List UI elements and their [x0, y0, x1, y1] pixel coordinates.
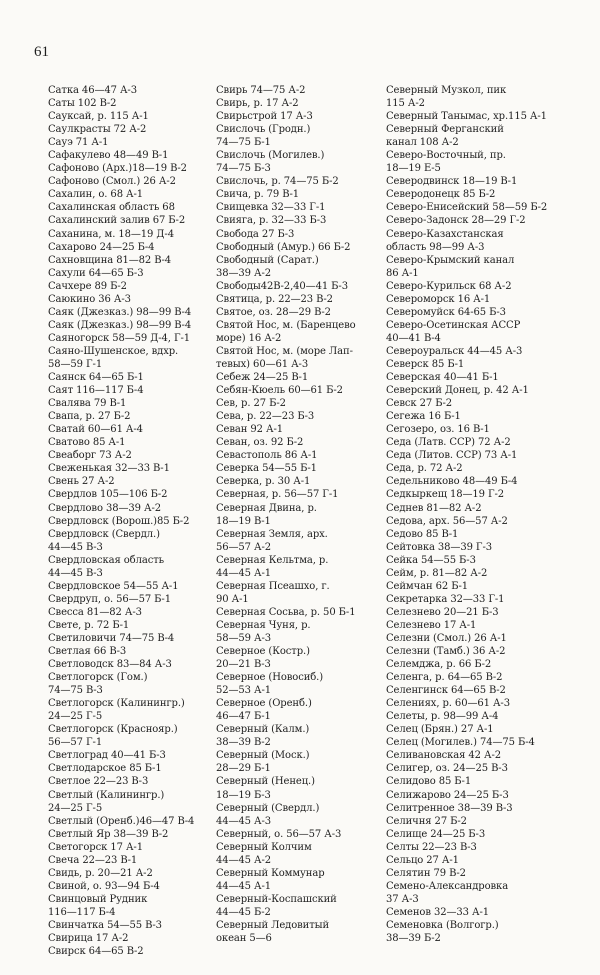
index-column-1 — [48, 84, 208, 958]
index-entry-line: Севск 27 Б-2 — [386, 398, 453, 410]
index-entry-line: Северо-Восточный, пр. — [386, 150, 506, 162]
index-entry-line: Седа, р. 72 А-2 — [386, 463, 463, 475]
index-entry-line: Северный Танымас, хр.115 А-1 — [386, 111, 547, 123]
index-entry-line: Седкыркещ 18—19 Г-2 — [386, 489, 505, 501]
index-entry-line: Сачхере 89 Б-2 — [48, 280, 127, 292]
index-entry-line: Селезни (Тамб.) 36 А-2 — [386, 646, 506, 658]
index-entry-line: Северный Музкол, пик — [386, 85, 507, 96]
index-entry-line: канал 108 А-2 — [386, 137, 459, 149]
index-entry-line: Сельцо 27 А-1 — [386, 854, 459, 866]
index-entry-line: Северный (Калм.) — [216, 724, 310, 736]
index-entry-line: Сахновщина 81—82 В-4 — [48, 254, 172, 266]
index-entry-line: Сафоново (Смол.) 26 А-2 — [48, 176, 176, 188]
index-entry-line: 24—25 Г-5 — [48, 711, 103, 723]
index-entry-line: Свердлово 38—39 А-2 — [48, 502, 162, 514]
index-entry-line: 74—75 В-3 — [48, 685, 103, 697]
index-entry-line: Северный Коммунар — [216, 867, 325, 879]
index-entry-line: Светиловичи 74—75 В-4 — [48, 632, 175, 644]
index-entry-line: Свердловск (Ворош.)85 Б-2 — [48, 515, 190, 527]
index-entry-line: Светлогорск (Краснояр.) — [48, 724, 178, 736]
index-entry-line: Севастополь 86 А-1 — [216, 450, 318, 462]
index-entry-line: Северный (Ненец.) — [216, 776, 315, 788]
index-entry-line: Свердловское 54—55 А-1 — [48, 580, 179, 592]
index-entry-line: Себян-Кюель 60—61 Б-2 — [216, 385, 343, 397]
index-entry-line: Семенов 32—33 А-1 — [386, 906, 490, 918]
index-entry-line: Светлая 66 В-3 — [48, 646, 127, 658]
index-entry-line: Сафоново (Арх.)18—19 В-2 — [48, 163, 187, 175]
index-entry-line: Северная Чуня, р. — [216, 619, 311, 631]
index-entry-line: Свидь, р. 20—21 А-2 — [48, 867, 153, 879]
index-entry-line: Свердловская область — [48, 554, 164, 566]
index-entry-line: Седнев 81—82 А-2 — [386, 502, 482, 514]
index-entry-line: Северодвинск 18—19 В-1 — [386, 176, 518, 188]
index-entry-line: Светогорск 17 А-1 — [48, 841, 143, 853]
index-entry-line: область 98—99 А-3 — [386, 241, 485, 253]
index-entry-line: Светлый (Калинингр.) — [48, 789, 165, 801]
index-entry-line: 52—53 А-1 — [216, 685, 272, 697]
index-entry-line: Саханина, м. 18—19 Д-4 — [48, 228, 174, 240]
index-entry-line: Северный Ферганский — [386, 124, 504, 136]
index-entry-line: Светлоград 40—41 Б-3 — [48, 750, 166, 762]
index-entry-line: Сахалинская область 68 — [48, 202, 175, 214]
index-entry-line: Северный Ледовитый — [216, 920, 330, 931]
index-entry-line: Седова, арх. 56—57 А-2 — [386, 515, 508, 527]
index-entry-line: 58—59 А-3 — [216, 632, 272, 644]
index-entry-line: Саулкрасты 72 А-2 — [48, 124, 147, 136]
index-entry-line: Седово 85 В-1 — [386, 528, 459, 540]
index-entry-line: 38—39 В-2 — [216, 737, 271, 749]
index-entry-line: Северо-Осетинская АССР — [386, 319, 521, 331]
index-entry-line: Селениях, р. 60—61 А-3 — [386, 698, 510, 710]
index-entry-line: Свирь, р. 17 А-2 — [216, 98, 299, 110]
index-entry-line: 44—45 А-1 — [216, 880, 272, 892]
index-entry-line: Свирица 17 А-2 — [48, 933, 129, 945]
index-entry-line: Святица, р. 22—23 В-2 — [216, 293, 333, 305]
index-entry-line: Североморск 16 А-1 — [386, 293, 491, 305]
index-entry-line: Североуральск 44—45 А-3 — [386, 345, 523, 357]
index-entry-line: Северка 54—55 Б-1 — [216, 463, 317, 475]
index-entry-line: 74—75 Б-3 — [216, 163, 271, 175]
index-entry-line: Северская 40—41 Б-1 — [386, 372, 499, 384]
index-entry-line: Сахарово 24—25 Б-4 — [48, 241, 155, 253]
index-entry-line: Селигер, оз. 24—25 В-3 — [386, 763, 508, 775]
index-entry-line: Саюкино 36 А-3 — [48, 293, 131, 305]
index-entry-line: Селичня 27 Б-2 — [386, 815, 467, 827]
index-entry-line: Святой Нос, м. (Баренцево — [216, 319, 356, 331]
index-entry-line: Светлый (Оренб.)46—47 В-4 — [48, 815, 195, 827]
index-entry-line: Свердловск (Свердл.) — [48, 528, 160, 540]
index-entry-line: Сватай 60—61 А-4 — [48, 424, 143, 436]
index-entry-line: Свобода 27 Б-3 — [216, 228, 295, 240]
index-entry-line: Сахалинский залив 67 Б-2 — [48, 215, 186, 227]
index-entry-line: Селец (Брян.) 27 А-1 — [386, 724, 494, 736]
index-entry-line: Северное (Костр.) — [216, 646, 310, 658]
index-entry-line: 46—47 Б-1 — [216, 711, 271, 723]
index-entry-line: Свирьстрой 17 А-3 — [216, 111, 313, 123]
index-entry-line: Седельниково 48—49 Б-4 — [386, 476, 518, 488]
index-entry-line: Светлогорск (Калинингр.) — [48, 698, 185, 710]
index-entry-line: 40—41 В-4 — [386, 332, 441, 344]
index-entry-line: Свича, р. 79 В-1 — [216, 189, 300, 201]
index-entry-line: Сауксай, р. 115 А-1 — [48, 111, 149, 123]
index-entry-line: Селенга, р. 64—65 В-2 — [386, 672, 503, 684]
index-entry-line: Северная Двина, р. — [216, 502, 317, 514]
index-entry-line: Северный (Свердл.) — [216, 802, 320, 814]
index-entry-line: Свирь 74—75 А-2 — [216, 85, 306, 96]
index-entry-line: Селятин 79 В-2 — [386, 867, 466, 879]
index-entry-line: 56—57 Г-1 — [48, 737, 103, 749]
index-entry-line: Северная Земля, арх. — [216, 528, 328, 540]
index-entry-line: Свеженькая 32—33 В-1 — [48, 463, 170, 475]
index-entry-line: Свердруп, о. 56—57 Б-1 — [48, 593, 171, 605]
index-entry-line: Северная Псеашхо, г. — [216, 580, 330, 592]
index-entry-line: тевых) 60—61 А-3 — [216, 358, 309, 370]
index-entry-line: Свинчатка 54—55 В-3 — [48, 920, 162, 931]
index-entry-line: Селезни (Смол.) 26 А-1 — [386, 632, 507, 644]
index-entry-line: Северный-Коспашский — [216, 893, 337, 905]
index-entry-line: Северо-Казахстанская — [386, 228, 504, 240]
index-entry-line: Сватово 85 А-1 — [48, 437, 126, 449]
index-entry-line: Селижарово 24—25 Б-3 — [386, 789, 509, 801]
index-entry-line: Свободы42В-2,40—41 Б-3 — [216, 280, 348, 292]
index-entry-line: 56—57 А-2 — [216, 541, 272, 553]
index-entry-line: 58—59 Г-1 — [48, 358, 103, 370]
index-entry-line: Свапа, р. 27 Б-2 — [48, 411, 131, 423]
index-column-3 — [386, 84, 576, 945]
index-entry-line: 44—45 В-3 — [48, 541, 103, 553]
index-entry-line: 18—19 Е-5 — [386, 163, 441, 175]
index-entry-line: 38—39 А-2 — [216, 267, 272, 279]
index-entry-line: Сеймчан 62 Б-1 — [386, 580, 469, 592]
index-entry-line: Сегежа 16 Б-1 — [386, 411, 461, 423]
index-entry-line: Северное (Оренб.) — [216, 698, 312, 710]
index-entry-line: Селезнево 17 А-1 — [386, 619, 477, 631]
index-entry-line: Северомуйск 64-65 Б-3 — [386, 306, 506, 318]
index-entry-line: Сейтовка 38—39 Г-3 — [386, 541, 492, 553]
index-entry-line: Светловодск 83—84 А-3 — [48, 659, 172, 671]
index-entry-line: 24—25 Г-5 — [48, 802, 103, 814]
index-entry-line: Сейка 54—55 Б-3 — [386, 554, 476, 566]
index-entry-line: 28—29 Б-1 — [216, 763, 271, 775]
index-entry-line: Селезнево 20—21 Б-3 — [386, 606, 499, 618]
index-entry-line: Сафакулево 48—49 В-1 — [48, 150, 169, 162]
index-entry-line: Свислочь (Могилев.) — [216, 150, 325, 162]
index-entry-line: Свирск 64—65 В-2 — [48, 946, 144, 958]
index-entry-line: 44—45 А-2 — [216, 854, 272, 866]
index-entry-line: Северодонецк 85 Б-2 — [386, 189, 496, 201]
index-entry-line: Свинцовый Рудник — [48, 893, 148, 905]
index-entry-line: Семеновка (Волгогр.) — [386, 920, 499, 931]
index-entry-line: Саят 116—117 Б-4 — [48, 385, 144, 397]
index-entry-line: Седа (Латв. ССР) 72 А-2 — [386, 437, 511, 449]
index-entry-line: Северная Сосьва, р. 50 Б-1 — [216, 606, 356, 618]
index-entry-line: Селидово 85 Б-1 — [386, 776, 472, 788]
index-entry-line: Себеж 24—25 В-1 — [216, 372, 309, 384]
index-entry-line: Свияга, р. 32—33 Б-3 — [216, 215, 327, 227]
index-entry-line: Селемджа, р. 66 Б-2 — [386, 659, 492, 671]
index-entry-line: Селенгинск 64—65 В-2 — [386, 685, 506, 697]
index-entry-line: Святой Нос, м. (море Лап- — [216, 345, 353, 357]
index-entry-line: Северо-Крымский канал — [386, 254, 515, 266]
index-entry-line: Свеча 22—23 В-1 — [48, 854, 138, 866]
index-entry-line: Северка, р. 30 А-1 — [216, 476, 311, 488]
index-entry-line: Светлое 22—23 В-3 — [48, 776, 149, 788]
index-entry-line: Свалява 79 В-1 — [48, 398, 127, 410]
index-entry-line: Севан, оз. 92 Б-2 — [216, 437, 304, 449]
index-entry-line: Саянск 64—65 Б-1 — [48, 372, 144, 384]
index-entry-line: Северный (Моск.) — [216, 750, 310, 762]
index-entry-line: Сева, р. 22—23 Б-3 — [216, 411, 315, 423]
index-entry-line: Семено-Александровка — [386, 880, 509, 892]
index-entry-line: Севан 92 А-1 — [216, 424, 284, 436]
index-entry-line: Северный Колчим — [216, 841, 312, 853]
index-entry-line: Сейм, р. 81—82 А-2 — [386, 567, 488, 579]
index-entry-line: Северск 85 Б-1 — [386, 358, 465, 370]
index-entry-line: Селивановская 42 А-2 — [386, 750, 502, 762]
index-entry-line: 116—117 Б-4 — [48, 906, 116, 918]
index-entry-line: Секретарка 32—33 Г-1 — [386, 593, 505, 605]
index-entry-line: Свободный (Амур.) 66 Б-2 — [216, 241, 351, 253]
index-entry-line: Свеаборг 73 А-2 — [48, 450, 132, 462]
index-entry-line: 44—45 Б-2 — [216, 906, 271, 918]
index-entry-line: Северная, р. 56—57 Г-1 — [216, 489, 339, 501]
index-entry-line: 44—45 В-3 — [48, 567, 103, 579]
index-column-2 — [216, 84, 376, 945]
index-entry-line: Седа (Литов. ССР) 73 А-1 — [386, 450, 518, 462]
index-entry-line: Светлый Яр 38—39 В-2 — [48, 828, 169, 840]
index-entry-line: Сегозеро, оз. 16 В-1 — [386, 424, 490, 436]
index-entry-line: Свердлов 105—106 Б-2 — [48, 489, 168, 501]
index-entry-line: море) 16 А-2 — [216, 332, 282, 344]
index-entry-line: Саяк (Джезказ.) 98—99 В-4 — [48, 306, 192, 318]
index-entry-line: Северный, о. 56—57 А-3 — [216, 828, 342, 840]
index-entry-line: 44—45 А-1 — [216, 567, 272, 579]
index-entry-line: Саяногорск 58—59 Д-4, Г-1 — [48, 332, 191, 344]
index-entry-line: Северное (Новосиб.) — [216, 672, 324, 684]
index-entry-line: океан 5—6 — [216, 933, 272, 945]
index-entry-line: Селище 24—25 Б-3 — [386, 828, 486, 840]
index-entry-line: Свободный (Сарат.) — [216, 254, 319, 266]
index-entry-line: 74—75 Б-1 — [216, 137, 271, 149]
index-entry-line: Свень 27 А-2 — [48, 476, 115, 488]
index-entry-line: Сев, р. 27 Б-2 — [216, 398, 286, 410]
index-entry-line: Селец (Могилев.) 74—75 Б-4 — [386, 737, 535, 749]
index-entry-line: Свесса 81—82 А-3 — [48, 606, 142, 618]
index-entry-line: Светлогорск (Гом.) — [48, 672, 148, 684]
index-entry-line: 86 А-1 — [386, 267, 419, 279]
index-entry-line: 37 А-3 — [386, 893, 419, 905]
index-entry-line: 18—19 В-1 — [216, 515, 271, 527]
index-entry-line: Северо-Енисейский 58—59 Б-2 — [386, 202, 548, 214]
index-entry-line: Селитренное 38—39 В-3 — [386, 802, 513, 814]
index-entry-line: Северо-Задонск 28—29 Г-2 — [386, 215, 526, 227]
index-entry-line: Северо-Курильск 68 А-2 — [386, 280, 512, 292]
index-entry-line: 115 А-2 — [386, 98, 425, 110]
index-entry-line: Свищевка 32—33 Г-1 — [216, 202, 326, 214]
index-entry-line: Сахули 64—65 Б-3 — [48, 267, 144, 279]
index-entry-line: Саяно-Шушенское, вдхр. — [48, 345, 179, 357]
index-entry-line: 38—39 Б-2 — [386, 933, 441, 945]
index-entry-line: 44—45 А-3 — [216, 815, 272, 827]
index-entry-line: Свете, р. 72 Б-1 — [48, 619, 130, 631]
index-entry-line: Святое, оз. 28—29 В-2 — [216, 306, 331, 318]
index-entry-line: Светлодарское 85 Б-1 — [48, 763, 162, 775]
index-entry-line: Северная Кельтма, р. — [216, 554, 329, 566]
index-entry-line: Саты 102 В-2 — [48, 98, 117, 110]
index-entry-line: 90 А-1 — [216, 593, 249, 605]
index-entry-line: Свислочь, р. 74—75 Б-2 — [216, 176, 339, 188]
index-entry-line: Северский Донец, р. 42 А-1 — [386, 385, 529, 397]
index-entry-line: Свиной, о. 93—94 Б-4 — [48, 880, 160, 892]
index-entry-line: 20—21 В-3 — [216, 659, 271, 671]
index-entry-line: Селты 22—23 В-3 — [386, 841, 477, 853]
page-number: 61 — [34, 44, 49, 60]
index-entry-line: Саяк (Джезказ.) 98—99 В-4 — [48, 319, 192, 331]
index-entry-line: Сауэ 71 А-1 — [48, 137, 109, 149]
index-entry-line: 18—19 Б-3 — [216, 789, 271, 801]
index-entry-line: Сатка 46—47 А-3 — [48, 85, 137, 96]
index-entry-line: Свислочь (Гродн.) — [216, 124, 311, 136]
index-entry-line: Селеты, р. 98—99 А-4 — [386, 711, 499, 723]
index-entry-line: Сахалин, о. 68 А-1 — [48, 189, 144, 201]
